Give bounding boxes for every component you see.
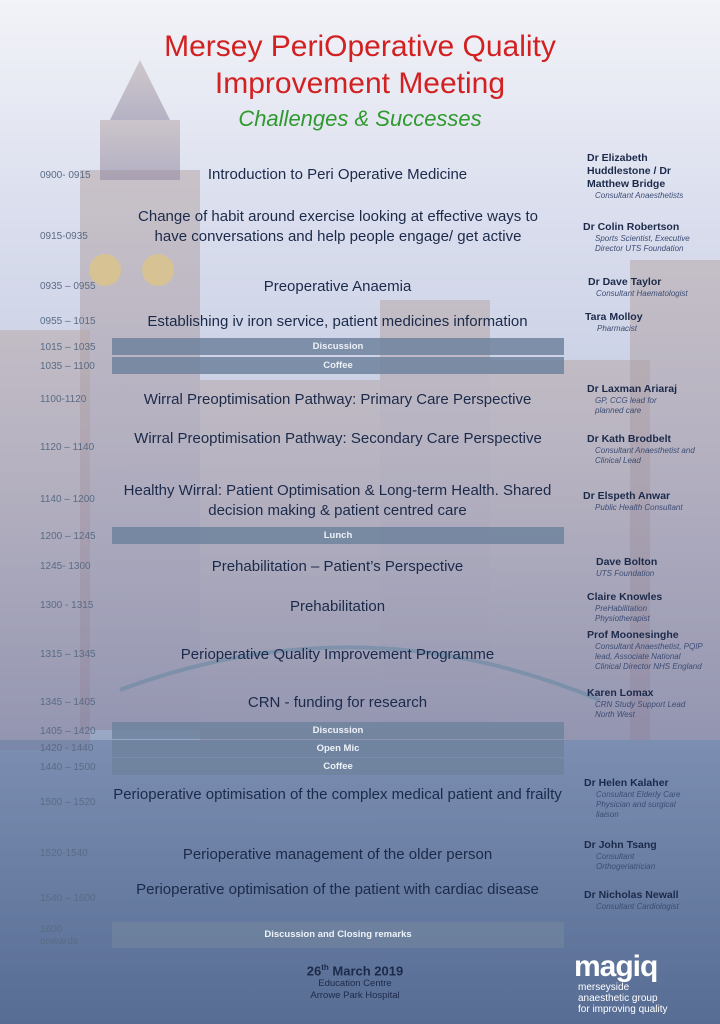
break-bar: Discussion and Closing remarks	[112, 922, 564, 948]
session-title: Perioperative optimisation of the patient with cardiac disease	[136, 881, 539, 898]
break-bar: Discussion	[112, 338, 564, 355]
break-bar: Coffee	[112, 357, 564, 374]
logo-line-2: anaesthetic group	[578, 993, 658, 1004]
event-details	[260, 963, 450, 1002]
speaker-name: Dr John Tsang	[584, 839, 657, 851]
break-bar: Lunch	[112, 527, 564, 544]
session-time: 1140 – 1200	[40, 494, 95, 505]
date-month-year: March 2019	[328, 963, 404, 979]
speaker-role: Consultant Haematologist	[596, 289, 688, 298]
speaker-role: Consultant Anaesthetists	[595, 191, 684, 200]
speaker	[587, 433, 717, 466]
speaker	[588, 276, 718, 299]
speaker	[583, 221, 713, 254]
date-suffix: th	[321, 963, 329, 972]
speaker-name: Karen Lomax	[587, 687, 654, 699]
speaker-name: Dr Dave Taylor	[588, 276, 662, 288]
speaker	[587, 687, 717, 720]
speaker-role: Public Health Consultant	[595, 503, 683, 512]
session-title: Prehabilitation	[289, 598, 386, 615]
session-time: 1120 – 1140	[40, 442, 95, 453]
session-time: 0915-0935	[40, 231, 88, 242]
speaker-role: Consultant Cardiologist	[596, 902, 679, 911]
session-title: Healthy Wirral: Patient Optimisation & Long-term Health. Shared decision making & patient centred care	[123, 482, 552, 519]
speaker-name: Dr Elspeth Anwar	[583, 490, 671, 502]
session-time: 0935 – 0955	[40, 281, 96, 292]
speaker	[583, 490, 713, 513]
event-date	[260, 963, 450, 978]
speaker	[584, 839, 714, 872]
speaker-name: Dr Laxman Ariaraj	[587, 383, 678, 395]
session-time: 1300 - 1315	[40, 600, 94, 611]
speaker	[584, 777, 714, 820]
subtitle: Challenges & Successes	[238, 106, 482, 131]
session-title: Introduction to Peri Operative Medicine	[207, 166, 468, 183]
venue-line-1: Education Centre	[318, 978, 392, 990]
speaker	[587, 383, 717, 416]
title-line-1: Mersey PeriOperative Quality	[164, 30, 556, 63]
speaker	[596, 556, 720, 579]
session-time: 0900- 0915	[40, 170, 91, 181]
speaker-role: Consultant Orthogeriatrician	[596, 852, 656, 871]
speaker-name: Dr Nicholas Newall	[584, 889, 679, 901]
session-time: 1315 – 1345	[40, 649, 96, 660]
speaker-role: Sports Scientist, Executive Director UTS Foundation	[595, 234, 690, 253]
speaker	[585, 311, 715, 334]
speaker-role: Pharmacist	[597, 324, 638, 333]
session-time: 1345 – 1405	[40, 697, 96, 708]
break-bar: Open Mic	[112, 740, 564, 757]
speaker-name: Dr Elizabeth Huddlestone / Dr Matthew Bridge	[587, 152, 672, 190]
speaker-name: Dr Helen Kalaher	[584, 777, 669, 789]
speaker	[587, 629, 717, 672]
speaker-role: CRN Study Support Lead North West	[595, 700, 686, 719]
session-title: Wirral Preoptimisation Pathway: Primary Care Perspective	[143, 391, 532, 408]
session-title: Establishing iv iron service, patient medicines information	[147, 313, 528, 330]
speaker	[587, 591, 717, 624]
break-bar: Coffee	[112, 758, 564, 775]
title-line-2: Improvement Meeting	[214, 67, 506, 100]
session-time: 1440 – 1500	[40, 762, 96, 773]
session-title: Prehabilitation – Patient’s Perspective	[211, 558, 464, 575]
date-day: 26	[306, 963, 322, 979]
speaker-name: Claire Knowles	[587, 591, 663, 603]
session-title: Preoperative Anaemia	[263, 278, 412, 295]
session-time: 1540 – 1600	[40, 893, 96, 904]
speaker	[583, 152, 713, 201]
speaker-role: UTS Foundation	[596, 569, 655, 578]
logo-line-3: for improving quality	[578, 1004, 668, 1015]
session-time: 1200 – 1245	[40, 531, 96, 542]
session-time: 1420 - 1440	[40, 743, 94, 754]
session-title: Wirral Preoptimisation Pathway: Secondary Care Perspective	[134, 430, 542, 447]
session-time: 1035 – 1100	[40, 361, 95, 372]
session-title: Perioperative Quality Improvement Programme	[180, 646, 495, 663]
session-time: 0955 – 1015	[40, 316, 96, 327]
speaker-role: Consultant Anaesthetist, PQIP lead, Associate National Clinical Director NHS England	[595, 642, 703, 671]
session-time: 1015 – 1035	[40, 342, 96, 353]
speaker-name: Dr Colin Robertson	[583, 221, 680, 233]
session-time: 1405 – 1420	[40, 726, 96, 737]
session-title: Change of habit around exercise looking at effective ways to have conversations and help people engage/ get active	[138, 208, 538, 245]
magiq-logo	[574, 952, 714, 1015]
speaker	[584, 889, 714, 912]
speaker-role: Consultant Elderly Care Physician and surgical liaison	[596, 790, 681, 819]
speaker-name: Prof Moonesinghe	[587, 629, 679, 641]
session-title: CRN - funding for research	[247, 694, 428, 711]
session-title: Perioperative optimisation of the complex medical patient and frailty	[113, 786, 562, 803]
logo-line-1: merseyside	[578, 982, 630, 993]
session-time: 1520-1540	[40, 848, 88, 859]
logo-mark: magiq	[574, 950, 658, 983]
speaker-name: Dr Kath Brodbelt	[587, 433, 671, 445]
session-time: 1500 – 1520	[40, 797, 96, 808]
speaker-role: Consultant Anaesthetist and Clinical Lead	[595, 446, 695, 465]
speaker-name: Tara Molloy	[585, 311, 643, 323]
session-time: 1600 onwards	[40, 924, 78, 947]
session-time: 1100-1120	[40, 394, 87, 405]
speaker-name: Dave Bolton	[596, 556, 658, 568]
speaker-role: GP, CCG lead for planned care	[595, 396, 657, 415]
session-title: Perioperative management of the older person	[182, 846, 493, 863]
session-time: 1245- 1300	[40, 561, 91, 572]
venue-line-2: Arrowe Park Hospital	[310, 990, 400, 1002]
speaker-role: PreHabilitation Physiotherapist	[595, 604, 650, 623]
break-bar: Discussion	[112, 722, 564, 739]
